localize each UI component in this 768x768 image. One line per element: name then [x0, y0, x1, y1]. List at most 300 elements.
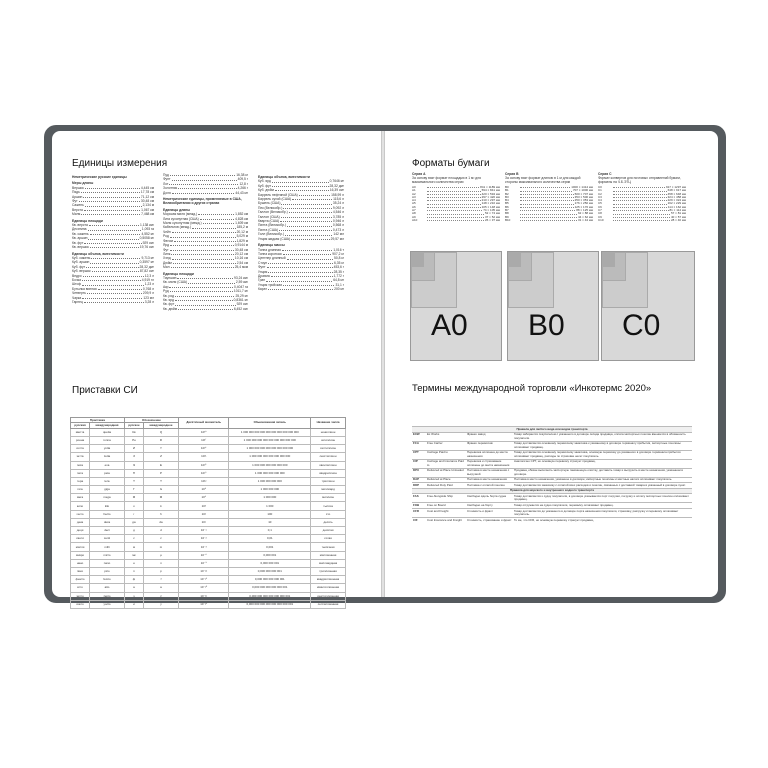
- incoterm-english: Carriage Paid to: [426, 450, 466, 459]
- leader-dots: [281, 201, 331, 204]
- prefix-cell: квинтиллионная: [311, 584, 346, 592]
- unit-value: 17,78 см: [140, 190, 154, 195]
- prefix-cell: ф: [124, 576, 143, 584]
- unit-value: 6,35 кг: [334, 260, 344, 265]
- prefix-cell: тысяча: [311, 502, 346, 510]
- paper-size-name: C10: [598, 217, 604, 222]
- leader-dots: [91, 256, 140, 259]
- leader-dots: [427, 202, 481, 204]
- incoterms-row: [412, 494, 692, 503]
- prefix-cell: c: [144, 535, 179, 543]
- paper-size-dimensions: 74 × 105 мм: [483, 208, 500, 213]
- leader-dots: [613, 193, 667, 195]
- prefix-header: Десятичный множитель: [178, 418, 229, 429]
- prefix-cell: з: [124, 592, 143, 600]
- unit-value: 30,48 см: [140, 199, 154, 204]
- prefix-cell: секстиллион: [311, 453, 346, 461]
- leader-dots: [85, 203, 142, 206]
- incoterm-russian: Стоимость, страхование и фрахт: [467, 517, 512, 522]
- unit-row: [163, 307, 248, 311]
- paper-size-row: [505, 219, 593, 222]
- paper-size-dimensions: 324 × 458 мм: [667, 194, 686, 199]
- prefix-cell: Г: [124, 486, 143, 494]
- unit-row: [163, 265, 248, 269]
- paper-series-block: [598, 172, 686, 222]
- unit-label: Морская миля (межд.): [163, 212, 198, 217]
- prefix-cell: 10⁻²⁴: [178, 600, 229, 608]
- unit-section-heading: Единицы массы: [258, 243, 285, 248]
- paper-series-block: [505, 172, 593, 222]
- paper-size-list: [505, 186, 593, 222]
- unit-value: 0,473 л: [332, 227, 344, 232]
- unit-label: Кв. миля (США): [163, 280, 188, 285]
- prefix-cell: 0,000 000 000 000 000 001: [229, 584, 311, 592]
- prefix-row: [71, 469, 346, 477]
- paper-size-dimensions: 105 × 148 мм: [481, 204, 500, 209]
- prefix-cell: десять: [311, 518, 346, 526]
- a-series-diagram: [410, 251, 502, 361]
- leader-dots: [172, 177, 237, 180]
- prefix-cell: zetta: [90, 453, 125, 461]
- leader-dots: [84, 208, 140, 211]
- prefix-subheader: русская: [71, 423, 90, 428]
- paper-size-name: A7: [412, 208, 416, 213]
- unit-label: Руд: [163, 289, 169, 294]
- leader-dots: [188, 280, 235, 283]
- unit-label: Линк: [163, 251, 171, 256]
- prefix-cell: п: [124, 567, 143, 575]
- leader-dots: [88, 236, 138, 239]
- unit-value: 142 мл: [333, 232, 344, 237]
- unit-label: Тонна длинная: [258, 247, 281, 252]
- paper-size-name: B0: [505, 185, 509, 189]
- paper-size-name: C6: [598, 204, 602, 209]
- paper-size-name: B4: [505, 198, 509, 203]
- paper-size-dimensions: 297 × 420 мм: [481, 194, 500, 199]
- leader-dots: [280, 219, 332, 222]
- prefix-cell: da: [144, 518, 179, 526]
- prefix-cell: 1 000 000 000 000 000 000: [229, 461, 311, 469]
- leader-dots: [172, 230, 236, 233]
- leader-dots: [520, 196, 574, 198]
- paper-series-description: За основу взят формат площадью в 1 м² для максимального количества серии: [412, 176, 481, 184]
- leader-dots: [299, 193, 330, 196]
- unit-label: Ведро: [72, 273, 82, 278]
- unit-label: Галлон (Великобр.): [258, 210, 288, 215]
- units-column-3: [258, 173, 344, 292]
- prefix-cell: к: [124, 502, 143, 510]
- unit-value: 9,092 л: [332, 205, 344, 210]
- unit-label: Доля: [163, 190, 171, 195]
- paper-size-name: C9: [598, 214, 602, 219]
- prefix-cell: пико: [71, 567, 90, 575]
- prefix-cell: 10¹⁸: [178, 461, 229, 469]
- unit-value: 929 см²: [142, 240, 154, 245]
- leader-dots: [613, 189, 667, 191]
- leader-dots: [192, 225, 236, 228]
- prefix-cell: П: [124, 469, 143, 477]
- unit-value: 0,4047 га: [234, 284, 248, 289]
- unit-label: Штоф: [72, 282, 82, 287]
- prefix-cell: E: [144, 461, 179, 469]
- prefix-cell: сто: [311, 510, 346, 518]
- prefix-cell: фемто: [71, 576, 90, 584]
- incoterm-russian: Свободно вдоль борта судна: [466, 494, 513, 503]
- incoterms-group-heading: Правила для любого вида или видов транспорта: [412, 427, 692, 433]
- leader-dots: [520, 199, 574, 201]
- unit-label: Вершок: [72, 185, 84, 190]
- unit-value: 20,12 см: [234, 251, 248, 256]
- unit-label: Мил: [163, 265, 170, 270]
- prefix-cell: f: [144, 576, 179, 584]
- prefix-cell: m: [144, 543, 179, 551]
- paper-size-name: C3: [598, 194, 602, 199]
- unit-label: Бочка: [72, 277, 81, 282]
- prefix-cell: tera: [90, 477, 125, 485]
- unit-value: 1,852 км: [235, 212, 248, 217]
- leader-dots: [172, 256, 234, 259]
- leader-dots: [279, 228, 332, 231]
- prefix-row: [71, 453, 346, 461]
- unit-value: 29,57 мл: [330, 236, 344, 241]
- paper-size-name: A8: [412, 211, 416, 216]
- prefix-cell: nano: [90, 559, 125, 567]
- prefix-cell: yotta: [90, 445, 125, 453]
- prefix-cell: санти: [71, 535, 90, 543]
- leader-dots: [427, 216, 484, 218]
- leader-dots: [613, 202, 667, 204]
- prefix-cell: а: [124, 584, 143, 592]
- leader-dots: [427, 206, 481, 208]
- prefix-cell: 0,001: [229, 543, 311, 551]
- unit-row: [72, 300, 154, 304]
- leader-dots: [85, 186, 140, 189]
- prefix-cell: 10⁻¹: [178, 527, 229, 535]
- unit-value: 25,29 м²: [235, 293, 248, 298]
- prefix-cell: атто: [71, 584, 90, 592]
- si-prefixes-table: [70, 417, 346, 609]
- incoterm-code: DPU: [412, 468, 426, 477]
- paper-series-header: [412, 172, 500, 184]
- prefix-row: [71, 486, 346, 494]
- prefix-cell: 100: [229, 510, 311, 518]
- leader-dots: [613, 186, 665, 188]
- unit-value: 35,24 л: [332, 201, 344, 206]
- paper-size-dimensions: 176 × 250 мм: [574, 201, 593, 206]
- paper-size-dimensions: 841 × 1189 мм: [480, 185, 500, 189]
- incoterms-row: [412, 441, 692, 450]
- paper-size-name: A9: [412, 214, 416, 219]
- leader-dots: [613, 196, 667, 198]
- paper-size-name: B6: [505, 204, 509, 209]
- prefix-cell: 10⁹: [178, 486, 229, 494]
- unit-label: Карат: [258, 287, 267, 292]
- unit-value: 158,99 л: [331, 192, 344, 197]
- leader-dots: [82, 278, 141, 281]
- unit-value: 1,609 км: [235, 221, 248, 226]
- leader-dots: [79, 199, 140, 202]
- prefix-cell: тера: [71, 477, 90, 485]
- leader-dots: [291, 237, 330, 240]
- paper-size-dimensions: 500 × 707 мм: [574, 191, 593, 196]
- leader-dots: [171, 265, 234, 268]
- unit-value: 0,9144 м: [234, 243, 248, 248]
- c-series-diagram: [601, 251, 695, 361]
- prefix-cell: милли: [71, 543, 90, 551]
- unit-label: Кв. сажень: [72, 231, 89, 236]
- unit-value: 9,713 м³: [141, 255, 154, 260]
- incoterms-group-heading: Правила для морского и внутреннего водного транспорта: [412, 488, 692, 494]
- incoterm-code: CIF: [412, 517, 426, 522]
- unit-value: 185,2 м: [236, 225, 248, 230]
- leader-dots: [175, 294, 234, 297]
- paper-size-dimensions: 114 × 162 мм: [667, 204, 686, 209]
- prefix-cell: квадриллионная: [311, 576, 346, 584]
- prefix-row: [71, 461, 346, 469]
- prefix-cell: deci: [90, 527, 125, 535]
- leader-dots: [287, 223, 332, 226]
- leader-dots: [289, 210, 332, 213]
- unit-label: Кв. аршин: [72, 236, 88, 241]
- unit-label: Гран: [258, 278, 266, 283]
- prefix-cell: дека: [71, 518, 90, 526]
- prefix-cell: пета: [71, 469, 90, 477]
- prefix-cell: кветта: [71, 428, 90, 436]
- prefix-subheader: международное: [144, 423, 179, 428]
- unit-value: 0,8361 м²: [233, 297, 248, 302]
- paper-size-dimensions: 81 × 114 мм: [669, 208, 686, 213]
- prefix-cell: P: [144, 469, 179, 477]
- leader-dots: [520, 202, 574, 204]
- prefix-cell: гекто: [71, 510, 90, 518]
- prefix-cell: 10⁻³: [178, 543, 229, 551]
- unit-value: 115,6 л: [333, 197, 344, 202]
- leader-dots: [520, 193, 574, 195]
- prefix-cell: триллион: [311, 477, 346, 485]
- prefix-cell: 0,1: [229, 527, 311, 535]
- unit-value: 200 мг: [334, 287, 344, 292]
- unit-label: Аршин: [72, 194, 83, 199]
- prefix-cell: k: [144, 502, 179, 510]
- unit-label: Ярд: [163, 243, 170, 248]
- notebook-spine: [381, 131, 385, 597]
- leader-dots: [170, 173, 235, 176]
- unit-value: 19,76 см²: [139, 245, 154, 250]
- incoterm-russian: Стоимость и фрахт: [466, 508, 513, 517]
- prefix-cell: нано: [71, 559, 90, 567]
- incoterm-english: Delivered Duty Paid: [426, 483, 466, 489]
- prefix-cell: 0,01: [229, 535, 311, 543]
- leader-dots: [427, 193, 481, 195]
- unit-label: Кв. фут: [163, 302, 175, 307]
- unit-label: Четверть: [72, 291, 86, 296]
- paper-size-name: C0: [598, 185, 602, 189]
- unit-label: Фут: [163, 247, 169, 252]
- unit-value: 453,6 г: [333, 265, 344, 270]
- unit-value: 3,785 л: [332, 214, 344, 219]
- unit-value: 907,2 кг: [332, 251, 344, 256]
- incoterm-description: Товар забирается покупателем с указанного в договоре склада продавца, оплата экспортных пошлин вменяется в обязанность покупателя.: [513, 432, 692, 441]
- unit-label: Лот: [163, 181, 169, 186]
- prefix-cell: да: [124, 518, 143, 526]
- paper-size-name: A4: [412, 198, 416, 203]
- leader-dots: [90, 232, 141, 235]
- unit-label: Кв. верста: [72, 223, 88, 228]
- unit-label: Сажень: [72, 203, 84, 208]
- incoterm-russian: Поставка в месте назначения: [466, 477, 513, 483]
- incoterm-code: EXW: [412, 432, 426, 441]
- prefix-cell: 1 000 000: [229, 494, 311, 502]
- prefix-row: [71, 445, 346, 453]
- prefix-cell: a: [144, 584, 179, 592]
- prefix-cell: zepto: [90, 592, 125, 600]
- incoterm-code: FOB: [412, 503, 426, 509]
- unit-label: Галлон (США): [258, 214, 280, 219]
- prefix-cell: октиллион: [311, 436, 346, 444]
- unit-value: 5,029 м: [236, 234, 248, 239]
- unit-value: 3,28 л: [144, 299, 154, 304]
- paper-size-dimensions: 458 × 648 мм: [667, 191, 686, 196]
- prefix-cell: кило: [71, 502, 90, 510]
- paper-size-dimensions: 125 × 176 мм: [574, 204, 593, 209]
- leader-dots: [292, 197, 332, 200]
- leader-dots: [285, 232, 332, 235]
- leader-dots: [175, 298, 233, 301]
- leader-dots: [172, 191, 235, 194]
- units-column-1: [72, 173, 154, 304]
- prefix-header: Название числа: [311, 418, 346, 429]
- prefix-row: [71, 567, 346, 575]
- unit-section-heading: Меры длины: [72, 181, 94, 186]
- prefix-cell: ронна: [71, 436, 90, 444]
- incoterm-code: FCA: [412, 441, 426, 450]
- incoterm-description: Товар доставляется к судну покупателя, в договоре указывается порт погрузки, погрузку и оплату экспортных пошлин оплачивает продавец.: [513, 494, 692, 503]
- paper-size-dimensions: 420 × 594 мм: [481, 191, 500, 196]
- leader-dots: [427, 219, 484, 221]
- prefix-cell: мега: [71, 494, 90, 502]
- paper-size-name: A10: [412, 217, 418, 222]
- unit-label: Миля: [72, 212, 81, 217]
- paper-size-dimensions: 210 × 297 мм: [481, 198, 500, 203]
- paper-size-dimensions: 648 × 917 мм: [667, 188, 686, 193]
- paper-series-name: Серия С: [598, 172, 612, 176]
- incoterm-code: CPT: [412, 450, 426, 459]
- prefix-cell: триллионная: [311, 567, 346, 575]
- prefix-cell: 1 000 000 000 000 000 000 000: [229, 453, 311, 461]
- unit-label: Бушель (США): [258, 201, 281, 206]
- leader-dots: [266, 278, 332, 281]
- unit-label: Куб. ярд: [258, 179, 271, 184]
- unit-value: 12,8 г: [239, 181, 248, 186]
- unit-value: 0,3597 м³: [139, 260, 154, 265]
- leader-dots: [520, 189, 572, 191]
- paper-size-dimensions: 229 × 324 мм: [667, 198, 686, 203]
- prefix-cell: микро: [71, 551, 90, 559]
- prefix-cell: d: [144, 527, 179, 535]
- paper-size-dimensions: 148 × 210 мм: [481, 201, 500, 206]
- leader-dots: [520, 216, 577, 218]
- unit-section-heading: Единицы длины: [163, 207, 191, 212]
- leader-dots: [427, 189, 481, 191]
- prefix-cell: centi: [90, 535, 125, 543]
- unit-value: 1,829 м: [236, 238, 248, 243]
- leader-dots: [272, 179, 329, 182]
- leader-dots: [81, 190, 140, 193]
- paper-size-name: B2: [505, 191, 509, 196]
- unit-value: 4,552 м²: [141, 231, 154, 236]
- prefix-cell: atto: [90, 584, 125, 592]
- prefix-cell: 10⁻¹²: [178, 567, 229, 575]
- incoterm-english: Free Alongside Ship: [426, 494, 466, 503]
- prefix-cell: 10⁻²¹: [178, 592, 229, 600]
- prefix-cell: 10⁻²: [178, 535, 229, 543]
- units-column-2: [163, 173, 248, 311]
- paper-size-dimensions: 162 × 229 мм: [667, 201, 686, 206]
- leader-dots: [427, 199, 481, 201]
- leader-dots: [178, 307, 233, 310]
- prefix-cell: 1 000 000 000 000: [229, 477, 311, 485]
- unit-value: 44,43 мг: [235, 190, 248, 195]
- unit-label: Фунт: [163, 177, 171, 182]
- leader-dots: [82, 296, 142, 299]
- paper-size-name: C7: [598, 208, 602, 213]
- unit-value: 64,8 мг: [333, 278, 344, 283]
- unit-label: Куб. аршин: [72, 260, 90, 265]
- unit-label: Акр: [163, 284, 169, 289]
- unit-value: 0,946 л: [332, 219, 344, 224]
- leader-dots: [287, 256, 333, 259]
- leader-dots: [82, 282, 144, 285]
- paper-size-dimensions: 707 × 1000 мм: [572, 188, 593, 193]
- incoterms-title: Термины международной торговли «Инкотермс 2020»: [412, 383, 652, 394]
- unit-label: Род: [163, 234, 169, 239]
- prefix-cell: hecto: [90, 510, 125, 518]
- prefix-cell: 10⁻¹⁵: [178, 576, 229, 584]
- unit-value: 0,7646 м³: [329, 179, 344, 184]
- leader-dots: [613, 199, 667, 201]
- prefix-subheader: русское: [124, 423, 143, 428]
- paper-series-header: [598, 172, 686, 184]
- prefix-cell: p: [144, 567, 179, 575]
- unit-section-heading: Единицы площади: [163, 271, 194, 276]
- unit-value: 1011,7 м²: [233, 289, 248, 294]
- prefix-row: [71, 576, 346, 584]
- unit-label: Тауншип: [163, 275, 177, 280]
- leader-dots: [613, 216, 670, 218]
- prefix-cell: R: [144, 436, 179, 444]
- incoterm-english: Carriage and Insurance Paid to: [426, 459, 466, 468]
- prefix-cell: giga: [90, 486, 125, 494]
- prefix-cell: деци: [71, 527, 90, 535]
- prefix-cell: G: [144, 486, 179, 494]
- incoterms-row: [412, 459, 692, 468]
- unit-value: 409,5 г: [237, 177, 248, 182]
- prefix-cell: д: [124, 527, 143, 535]
- unit-value: 28,32 дм³: [139, 264, 154, 269]
- leader-dots: [86, 265, 138, 268]
- prefix-cell: М: [124, 494, 143, 502]
- leader-dots: [427, 196, 481, 198]
- leader-dots: [268, 287, 333, 290]
- leader-dots: [427, 212, 484, 214]
- unit-label: Чарка: [72, 295, 82, 300]
- unit-label: Фунт: [258, 265, 266, 270]
- prefix-cell: септиллион: [311, 445, 346, 453]
- prefix-cell: м: [124, 543, 143, 551]
- unit-value: 4,445 см: [140, 185, 154, 190]
- prefix-cell: peta: [90, 469, 125, 477]
- prefix-cell: femto: [90, 576, 125, 584]
